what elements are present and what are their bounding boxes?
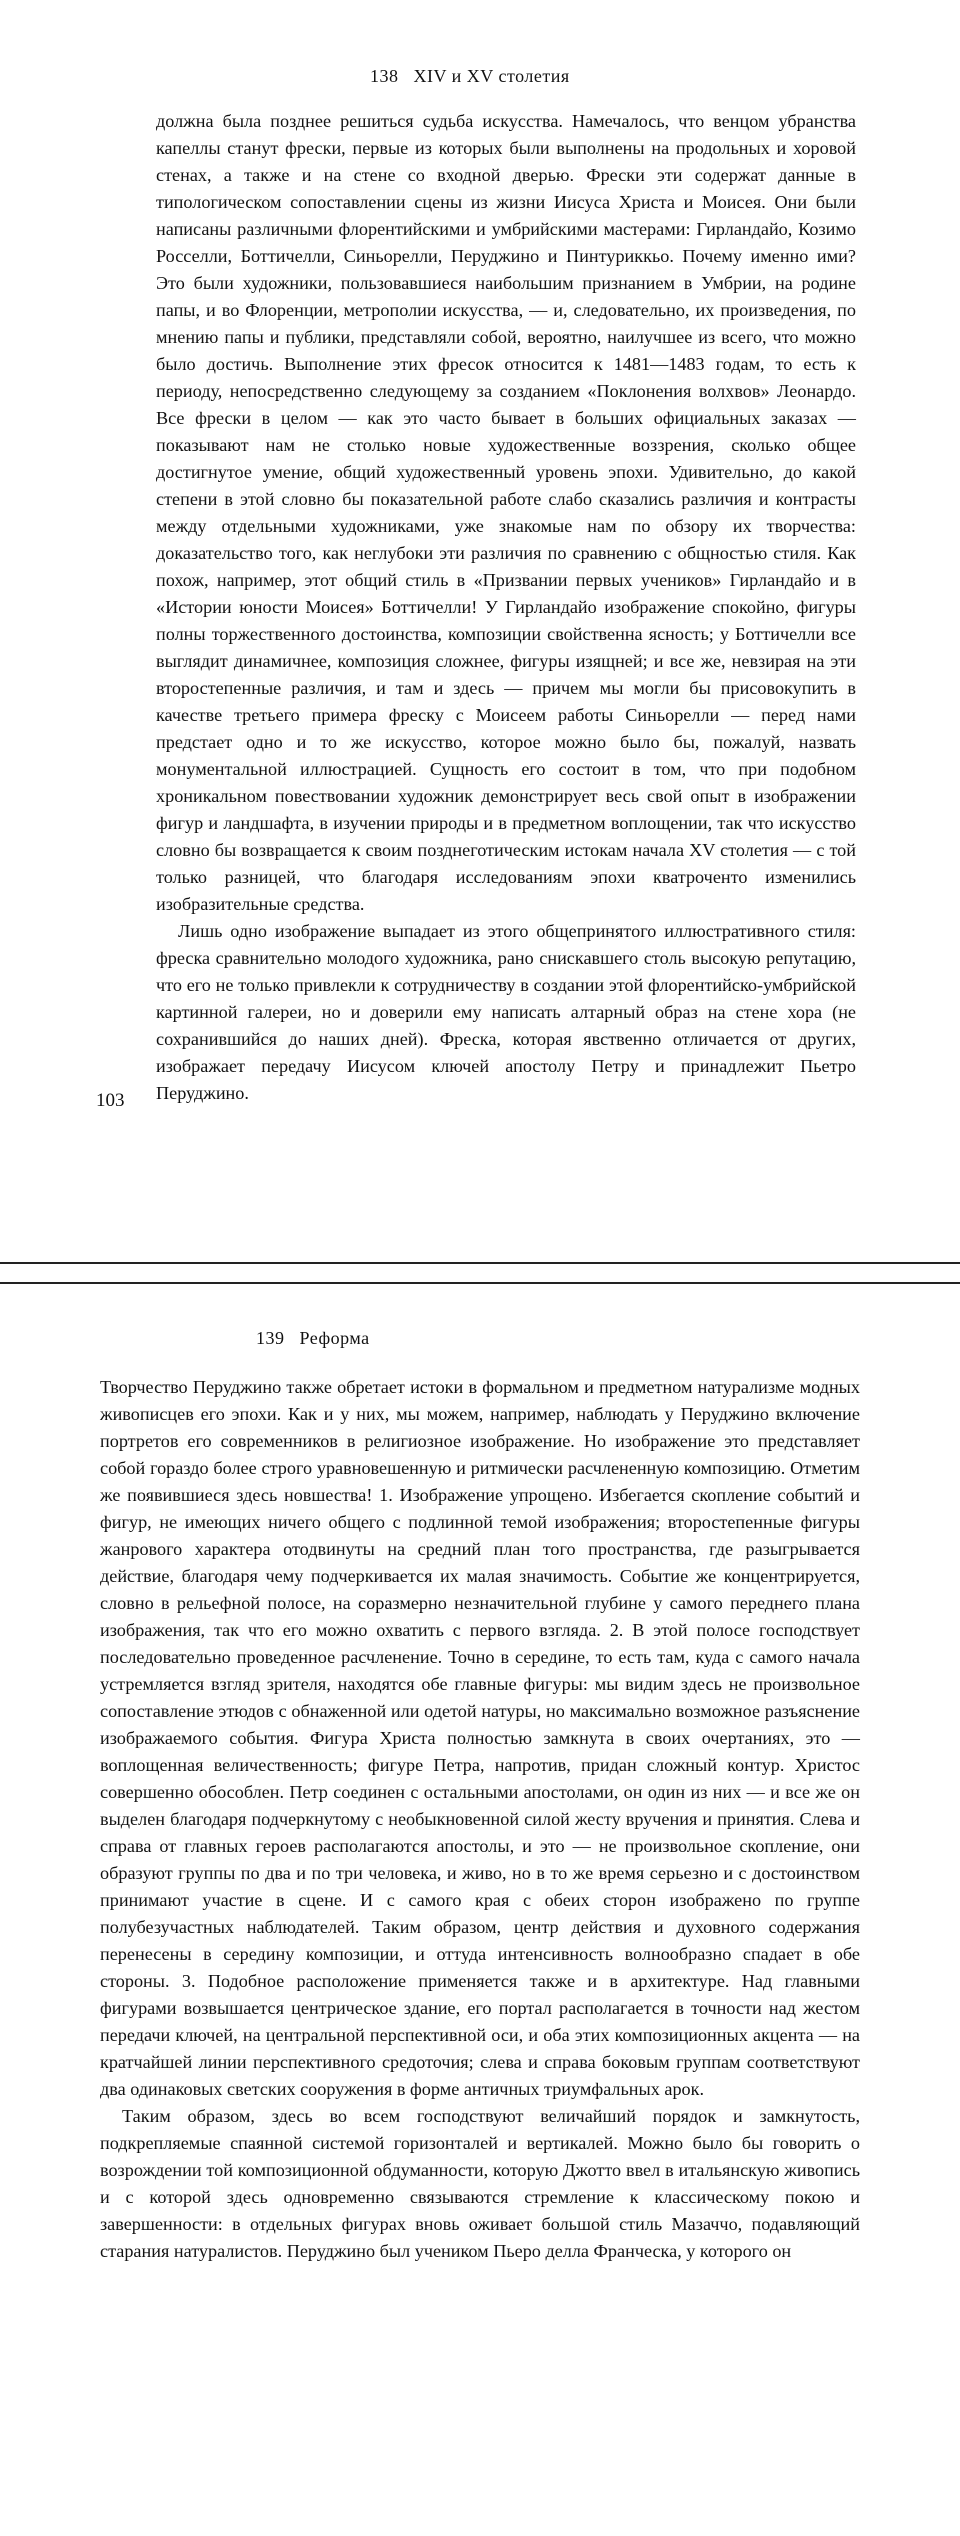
page-138 xyxy=(0,0,960,1264)
paragraph: Творчество Перуджино также обретает истоки в формальном и предметном натурализме модных живописцев его эпохи. Как и у них, мы можем, например, наблюдать у Перуджино включение портретов его современников в религиозное изображение. Но изображение это представляет собой гораздо более строго уравновешенную и ритмически расчлененную композицию. Отметим же появившиеся здесь новшества! 1. Изображение упрощено. Избегается скопление событий и фигур, не имеющих ничего общего с подлинной темой изображения; второстепенные фигуры жанрового характера отодвинуты на средний план того пространства, где разыгрывается действие, благодаря чему подчеркивается их малая значимость. Событие же концентрируется, словно в рельефной полосе, на соразмерно незначительной глубине у самого переднего плана изображения, так что его можно охватить с первого взгляда. 2. В этой полосе господствует последовательно проведенное расчленение. Точно в середине, то есть там, куда с самого начала устремляется взгляд зрителя, находятся обе главные фигуры: мы видим здесь не произвольное сопоставление этюдов с обнаженной или одетой натуры, но максимально возможное разъяснение изображаемого события. Фигура Христа полностью замкнута в своих очертаниях, это — воплощенная величественность; фигуре Петра, напротив, придан сложный контур. Христос совершенно обособлен. Петр соединен с остальными апостолами, он один из них — и все же он выделен благодаря подчеркнутому с необыкновенной силой жесту вручения и принятия. Слева и справа от главных героев располагаются апостолы, и это — не произвольное скопление, они образуют группы по два и по три человека, и живо, но в то же время серьезно и с достоинством принимают участие в сцене. И с самого края с обеих сторон изображено по группе полубезучастных наблюдателей. Таким образом, центр действия и духовного содержания перенесены в середину композиции, и оттуда интенсивность волнообразно спадает в обе стороны. 3. Подобное расположение применяется также и в архитектуре. Над главными фигурами возвышается центрическое здание, его портал располагается в точности над жестом передачи ключей, на центральной перспективной оси, и оба этих композиционных акцента — на кратчайшей линии перспективного средоточия; слева и справа боковым группам соответствуют два одинаковых светских сооружения в форме античных триумфальных арок. xyxy=(100,1377,860,2099)
page-number: 139 xyxy=(256,1328,285,1348)
running-header xyxy=(370,66,570,87)
running-title: Реформа xyxy=(299,1328,370,1348)
page-138-body xyxy=(156,108,856,1107)
page-139-body xyxy=(100,1374,860,2265)
margin-illustration-number: 103 xyxy=(96,1090,125,1111)
running-title: XIV и XV столетия xyxy=(413,66,570,86)
paragraph: должна была позднее решиться судьба искусства. Намечалось, что венцом убранства капеллы станут фрески, первые из которых были выполнены на продольных и хоровой стенах, а также и на стене со входной дверью. Фрески эти содержат данные в типологическом сопоставлении сцены из жизни Иисуса Христа и Моисея. Они были написаны различными флорентийскими и умбрийскими мастерами: Гирландайо, Козимо Росселли, Боттичелли, Синьорелли, Перуджино и Пинтуриккьо. Почему именно ими? Это были художники, пользовавшиеся наибольшим признанием в Умбрии, на родине папы, и во Флоренции, метрополии искусства, — и, следовательно, их произведения, по мнению папы и публики, представляли собой, вероятно, наилучшее из всего, что можно было достичь. Выполнение этих фресок относится к 1481—1483 годам, то есть к периоду, непосредственно следующему за созданием «Поклонения волхвов» Леонардо. Все фрески в целом — как это часто бывает в больших официальных заказах — показывают нам не столько новые художественные воззрения, сколько общее достигнутое умение, общий художественный уровень эпохи. Удивительно, до какой степени в этой словно бы показательной работе слабо сказались различия и контрасты между отдельными художниками, уже знакомые нам по обзору их творчества: доказательство того, как неглубоки эти различия по сравнению с общностью стиля. Как похож, например, этот общий стиль в «Призвании первых учеников» Гирландайо и в «Истории юности Моисея» Боттичелли! У Гирландайо изображение спокойно, фигуры полны торжественного достоинства, композиции свойственна ясность; у Боттичелли все выглядит динамичнее, композиция сложнее, фигуры изящней; и все же, невзирая на эти второстепенные различия, и там и здесь — причем мы могли бы присовокупить в качестве третьего примера фреску с Моисеем работы Синьорелли — перед нами предстает одно и то же искусство, которое можно было бы, пожалуй, назвать монументальной иллюстрацией. Сущность его состоит в том, что при подобном хроникальном повествовании художник демонстрирует весь свой опыт в изображении фигур и ландшафта, в изучении природы и в предметном воплощении, так что искусство словно бы возвращается к своим позднеготическим истокам начала XV столетия — с той только разницей, что благодаря исследованиям эпохи кватроченто изменились изобразительные средства. xyxy=(156,111,856,914)
running-header xyxy=(256,1328,370,1349)
paragraph: Таким образом, здесь во всем господствуют величайший порядок и замкнутость, подкрепляемые спаянной системой горизонталей и вертикалей. Можно было бы говорить о возрождении той композиционной обдуманности, которую Джотто ввел в итальянскую живопись и с которой здесь одновременно связываются стремление к классическому покою и завершенности: в отдельных фигурах вновь оживает большой стиль Мазаччо, подавляющий старания натуралистов. Перуджино был учеником Пьеро делла Франческа, у которого он xyxy=(100,2106,860,2261)
page-139 xyxy=(0,1284,960,2536)
paragraph: Лишь одно изображение выпадает из этого общепринятого иллюстративного стиля: фреска сравнительно молодого художника, рано снискавшего столь высокую репутацию, что его не только привлекли к сотрудничеству в создании этой флорентийско-умбрийской картинной галереи, но и доверили ему написать алтарный образ на стене хора (не сохранившийся до наших дней). Фреска, которая явственно отличается от других, изображает передачу Иисусом ключей апостолу Петру и принадлежит Пьетро Перуджино. xyxy=(156,921,856,1103)
page-number: 138 xyxy=(370,66,399,86)
